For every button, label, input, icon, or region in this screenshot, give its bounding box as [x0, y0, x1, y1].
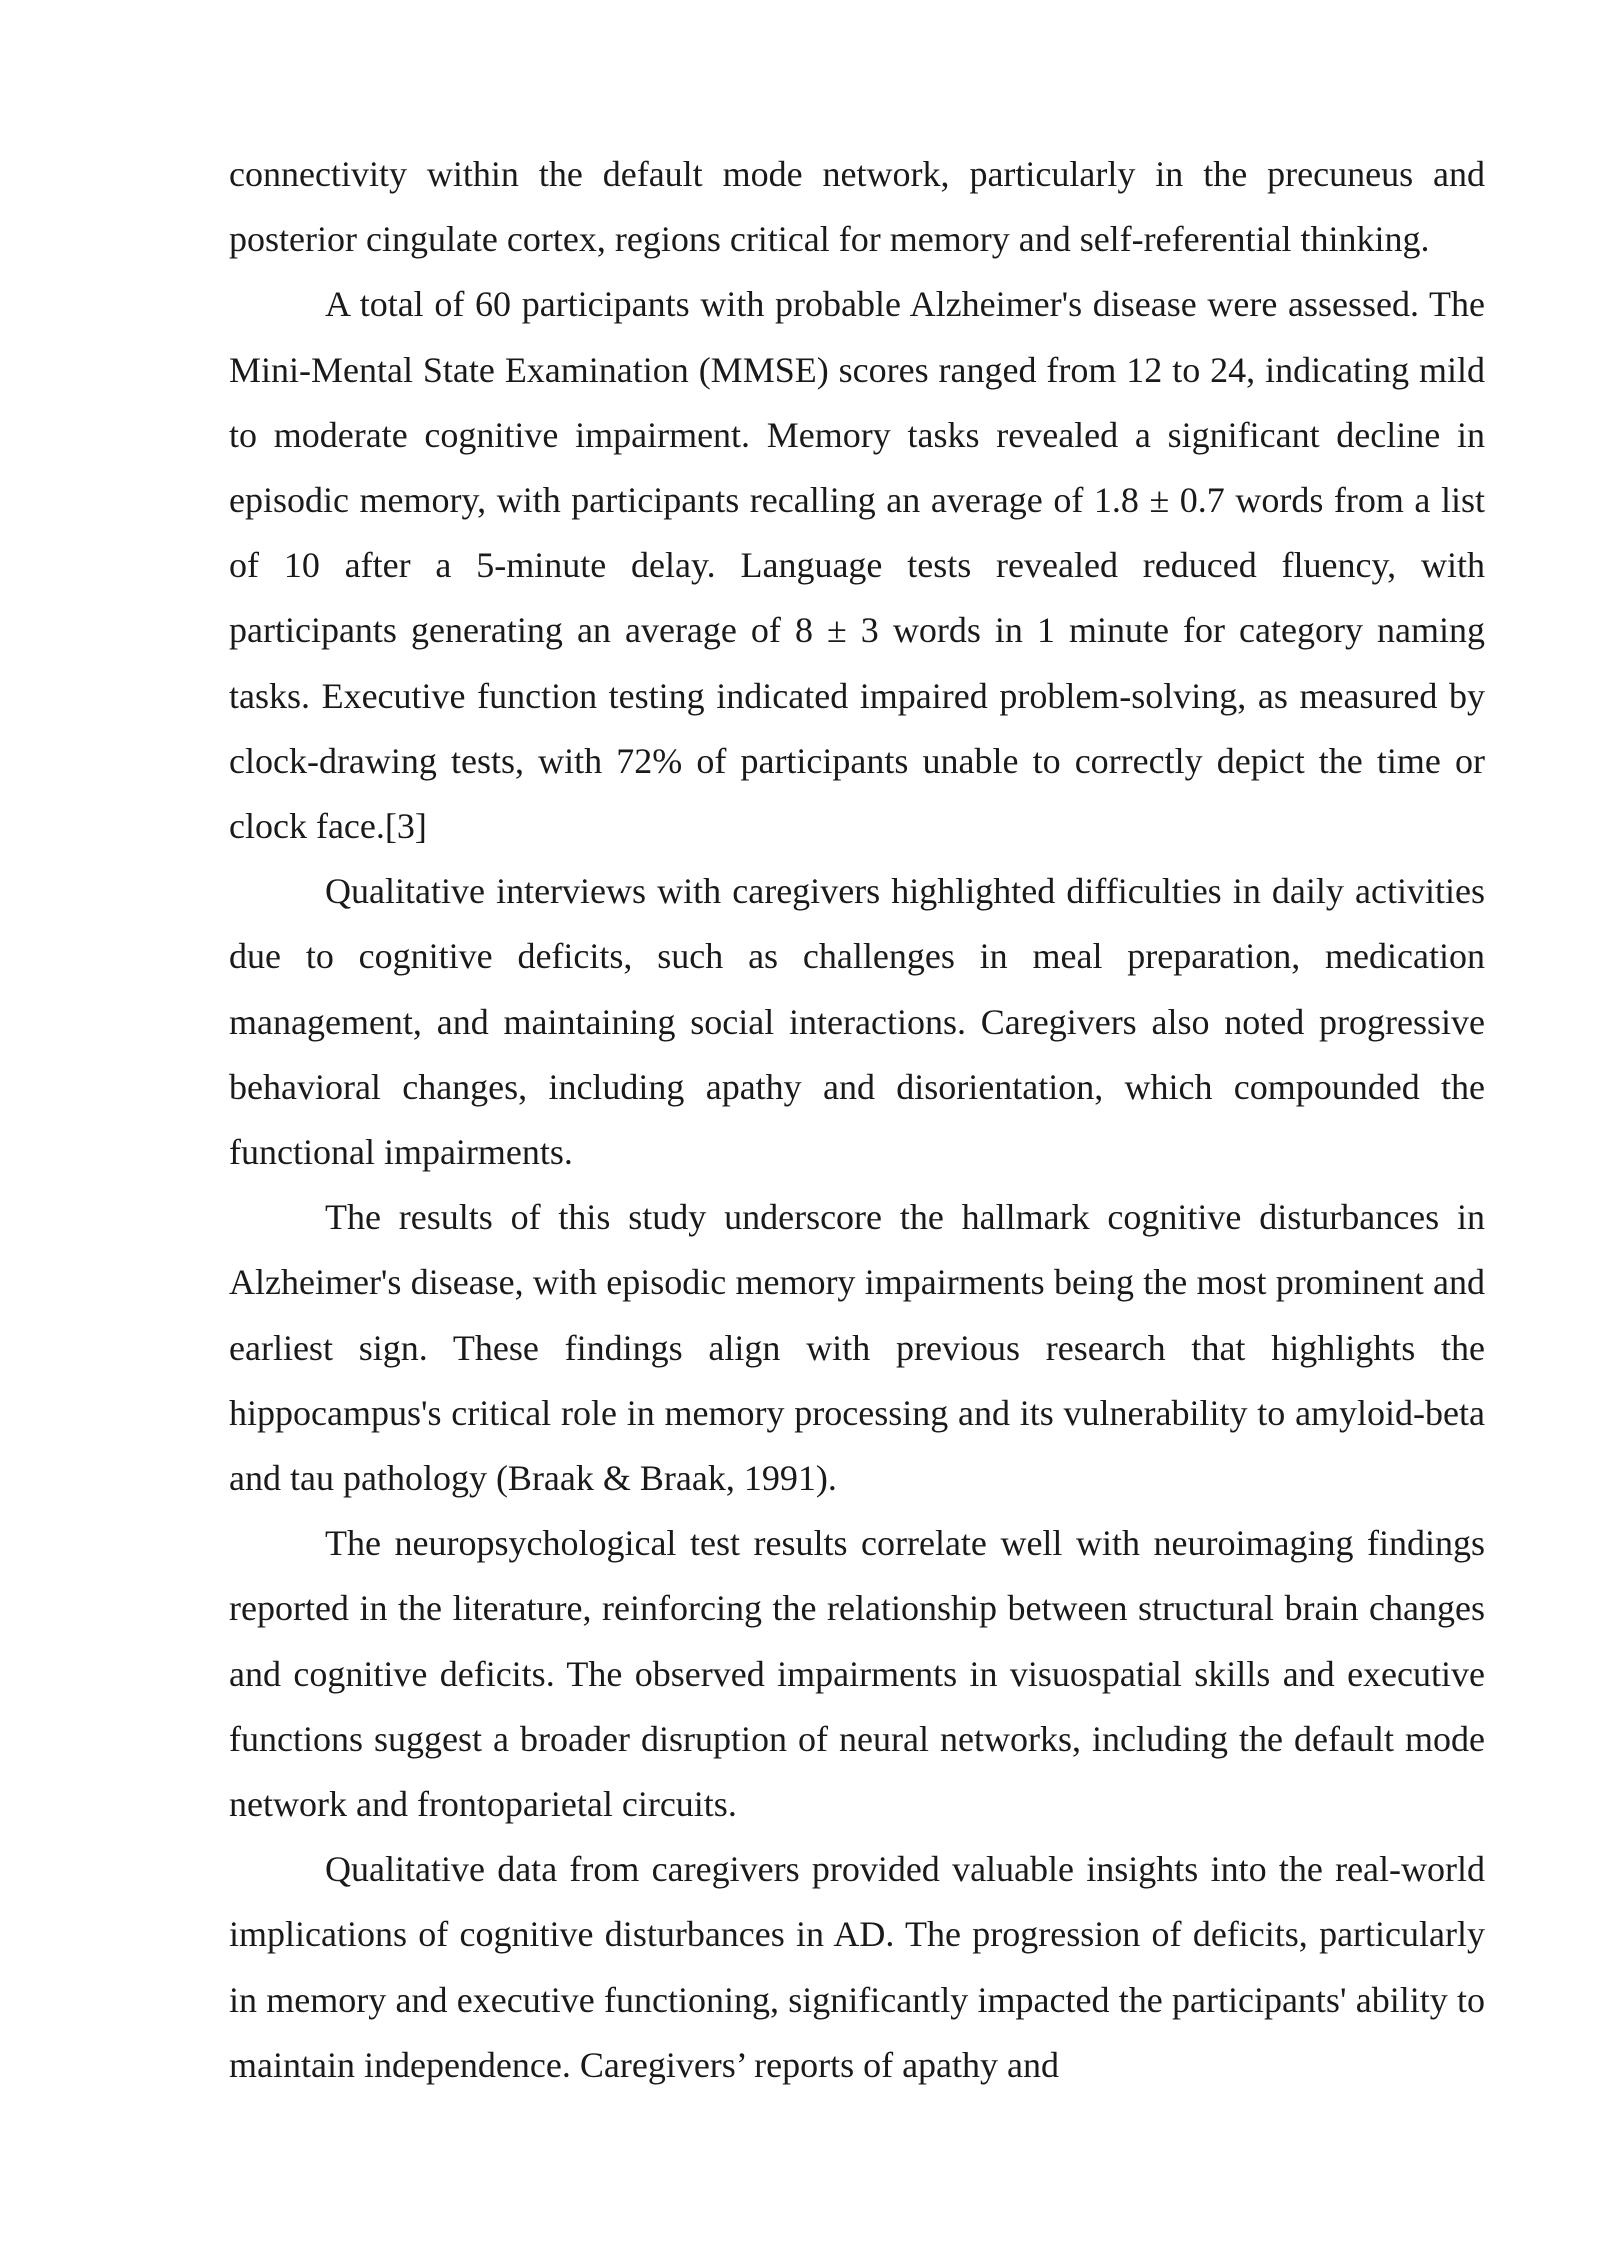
paragraph-study-results: The results of this study underscore the hallmark cognitive disturbances in Alzheimer's disease, with episodic memory impairments being the most prominent and earliest sign. These findings align with previous research that highlights the hippocampus's critical role in memory processing and its vulnerability to amyloid-beta and tau pathology (Braak & Braak, 1991).	[229, 1197, 1485, 1499]
paragraph-continuation: connectivity within the default mode network, particularly in the precuneus and posterior cingulate cortex, regions critical for memory and self-referential thinking.	[229, 154, 1485, 260]
paragraph-caregiver-interviews: Qualitative interviews with caregivers highlighted difficulties in daily activities due to cognitive deficits, such as challenges in meal preparation, medication management, and maintaining social interactions. Caregivers also noted progressive behavioral changes, including apathy and disorientation, which compounded the functional impairments.	[229, 871, 1485, 1173]
paragraph-participants-results: A total of 60 participants with probable Alzheimer's disease were assessed. The Mini-Mental State Examination (MMSE) scores ranged from 12 to 24, indicating mild to moderate cognitive impairment. Memory tasks revealed a significant decline in episodic memory, with participants recalling an average of 1.8 ± 0.7 words from a list of 10 after a 5-minute delay. Language tests revealed reduced fluency, with participants generating an average of 8 ± 3 words in 1 minute for category naming tasks. Executive function testing indicated impaired problem-solving, as measured by clock-drawing tests, with 72% of participants unable to correctly depict the time or clock face.[3]	[229, 284, 1485, 847]
paragraph-neuropsych-correlation: The neuropsychological test results correlate well with neuroimaging findings reported in the literature, reinforcing the relationship between structural brain changes and cognitive deficits. The observed impairments in visuospatial skills and executive functions suggest a broader disruption of neural networks, including the default mode network and frontoparietal circuits.	[229, 1523, 1485, 1825]
paragraph-caregiver-qualitative: Qualitative data from caregivers provided valuable insights into the real-world implications of cognitive disturbances in AD. The progression of deficits, particularly in memory and executive functioning, significantly impacted the participants' ability to maintain independence. Caregivers’ reports of apathy and	[229, 1849, 1485, 2085]
body-text	[229, 142, 1485, 2098]
